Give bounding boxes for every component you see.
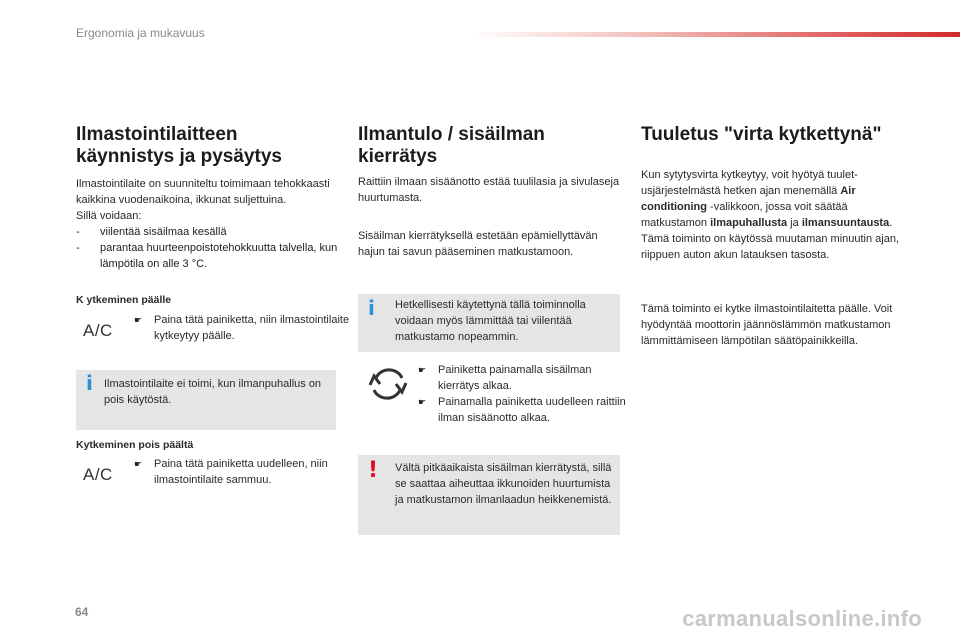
ac-off-step bbox=[134, 456, 354, 488]
column-recirculation bbox=[358, 124, 620, 260]
recirc-step-2 bbox=[418, 394, 634, 426]
ac-on-subheading: K ytkeminen päälle bbox=[76, 294, 172, 306]
page-number: 64 bbox=[75, 605, 89, 619]
recirc-warning-box bbox=[358, 455, 620, 535]
ventilation-paragraph-3: Tämä toiminto ei kytke ilmastointilaitetta päälle. Voit hyödyntää moottorin jäännöslämmön matkustamon lämmittämiseen lämpötilan säätöpainikkeilla. bbox=[641, 303, 893, 347]
ac-info-text: Ilmastointilaite ei toimi, kun ilmanpuhallus on pois käytöstä. bbox=[104, 378, 322, 406]
ac-button-icon: A/C bbox=[83, 465, 113, 484]
ac-section-heading bbox=[76, 124, 338, 168]
air-conditioning-menu-label: Air conditioning bbox=[641, 185, 856, 213]
ac-button-icon: A/C bbox=[83, 321, 113, 340]
bullet-arrow-icon: ☛ bbox=[134, 459, 143, 469]
ventilation-text: Kun sytytysvirta kytkeytyy, voit hyötyä tuuletusjärjestelmästä hetken ajan menemällä bbox=[641, 169, 858, 197]
recirc-warning-text: Vältä pitkäaikaista sisäilman kierrätystä, sillä se saattaa aiheuttaa ikkunoiden huurtumista ja matkustamon ilmanlaadun heikkenemistä. bbox=[395, 462, 612, 506]
air-distribution-label: ilmansuuntausta bbox=[801, 217, 890, 229]
info-icon: i bbox=[86, 371, 93, 395]
recirc-section-heading bbox=[358, 124, 620, 168]
recirc-step-1 bbox=[418, 362, 634, 394]
ventilation-paragraph-2: Tämä toiminto on käytössä muutaman minuutin ajan, riippuen auton akun latauksen tasosta. bbox=[641, 233, 900, 261]
recirc-info-text: Hetkellisesti käytettynä tällä toiminnolla voidaan myös lämmittää tai viilentää matkustamo nopeammin. bbox=[395, 299, 586, 343]
column-ventilation bbox=[641, 124, 903, 349]
recirc-step-2-text: Painamalla painiketta uudelleen raittiin ilman sisäänotto alkaa. bbox=[438, 396, 626, 424]
recirc-heading-line-2: kierrätys bbox=[358, 146, 438, 167]
ventilation-text: -valikkoon, jossa voit säätää matkustamon bbox=[641, 201, 848, 229]
ac-heading-line-2: käynnistys ja pysäytys bbox=[76, 146, 282, 167]
ventilation-text: . bbox=[889, 217, 893, 229]
ac-heading-line-1: Ilmastointilaitteen bbox=[76, 124, 238, 145]
recirc-paragraph-1: Raittiin ilmaan sisäänotto estää tuulilasia ja sivulaseja huurtumasta. bbox=[358, 176, 620, 204]
ac-on-step-text: Paina tätä painiketta, niin ilmastointilaite kytkeytyy päälle. bbox=[154, 314, 350, 342]
recirc-paragraph-2: Sisäilman kierrätyksellä estetään epämiellyttävän hajun tai savun pääseminen matkustamoon. bbox=[358, 230, 598, 258]
bullet-arrow-icon: ☛ bbox=[134, 315, 143, 325]
recirc-heading-line-1: Ilmantulo / sisäilman bbox=[358, 124, 545, 145]
warning-icon: ! bbox=[368, 458, 379, 483]
recirculation-icon bbox=[366, 366, 410, 402]
ventilation-paragraph-1 bbox=[641, 167, 903, 231]
air-blower-label: ilmapuhallusta bbox=[710, 217, 788, 229]
recirc-step-1-text: Painiketta painamalla sisäilman kierrätys alkaa. bbox=[438, 364, 592, 392]
list-item: - parantaa huurteenpoistotehokkuutta talvella, kun lämpötila on alle 3 °C. bbox=[76, 240, 338, 272]
info-icon: i bbox=[368, 296, 375, 320]
section-title: Ergonomia ja mukavuus bbox=[76, 26, 205, 40]
ac-off-subheading: Kytkeminen pois päältä bbox=[76, 439, 194, 451]
recirc-info-box bbox=[358, 294, 620, 352]
bullet-arrow-icon: ☛ bbox=[418, 397, 427, 407]
ac-off-step-text: Paina tätä painiketta uudelleen, niin ilmastointilaite sammuu. bbox=[154, 458, 328, 486]
ac-intro: Ilmastointilaite on suunniteltu toimimaan tehokkaasti kaikkina vuodenaikoina, ikkunat suljettuina. bbox=[76, 178, 330, 206]
ac-uses-label: Sillä voidaan: bbox=[76, 210, 142, 222]
bullet-arrow-icon: ☛ bbox=[418, 365, 427, 375]
ventilation-text: ja bbox=[787, 217, 802, 229]
watermark: carmanualsonline.info bbox=[682, 606, 922, 631]
header-accent-line bbox=[470, 32, 960, 37]
column-ac-on-off bbox=[76, 124, 338, 272]
ventilation-heading: Tuuletus "virta kytkettynä" bbox=[641, 124, 882, 145]
ac-uses-list bbox=[76, 224, 338, 272]
ac-info-box bbox=[76, 370, 336, 430]
list-item: - viilentää sisäilmaa kesällä bbox=[76, 224, 338, 240]
ac-on-step bbox=[134, 312, 354, 344]
